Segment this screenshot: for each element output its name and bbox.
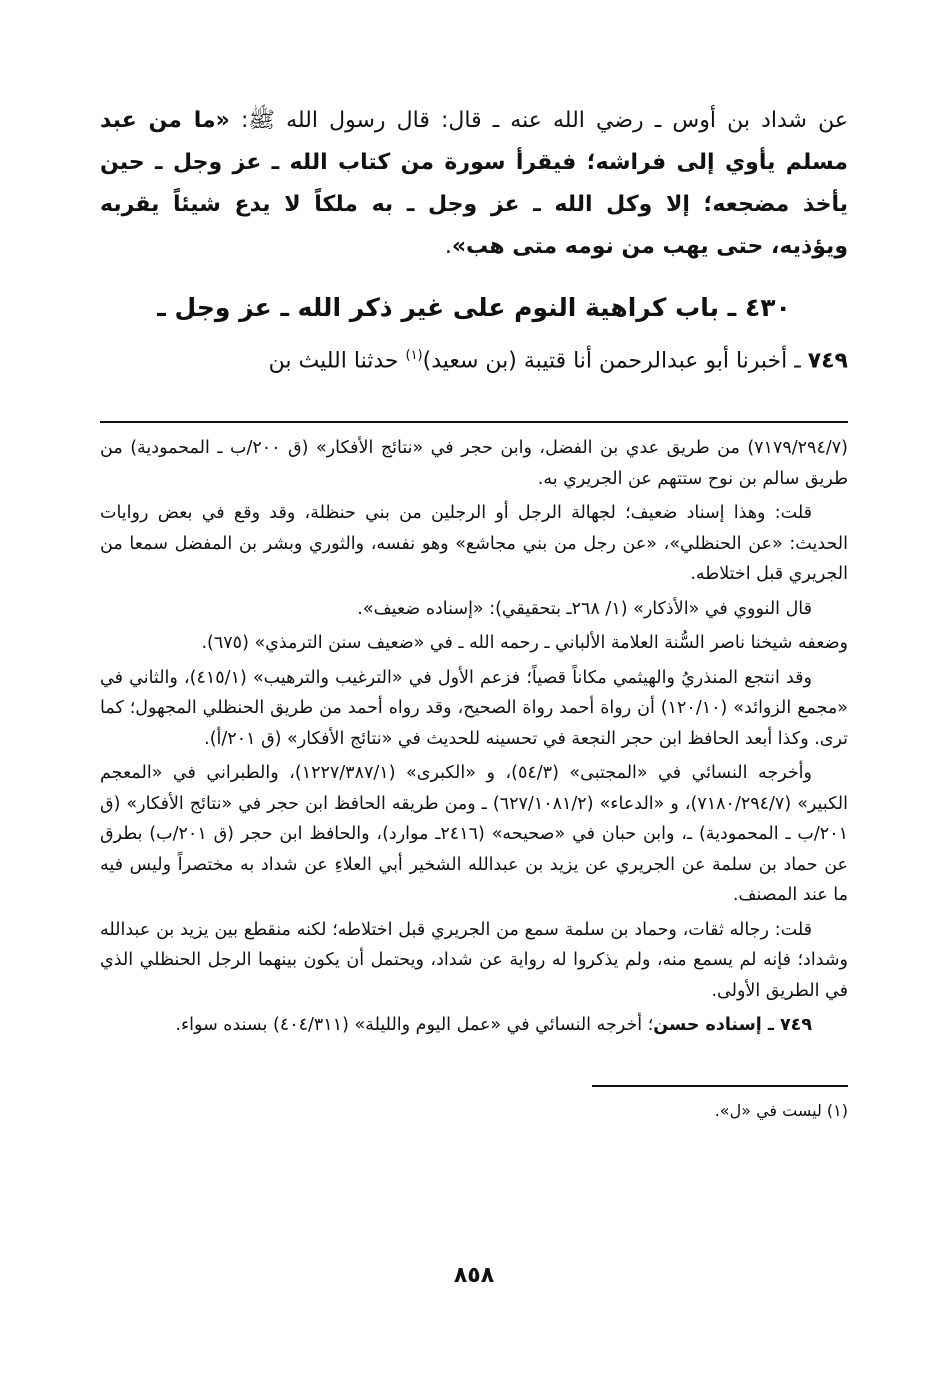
notes-divider [100,421,848,423]
footnote-number: (١) [826,1100,848,1120]
footnote [100,1097,848,1125]
note-paragraph: وأخرجه النسائي في «المجتبى» (٥٤/٣)، و «الكبرى» (١٢٢٧/٣٨٧/١)، والطبراني في «المعجم الكبير» (٧١٨٠/٢٩٤/٧)، و «الدعاء» (٦٢٧/١٠٨١/٢) ـ ومن طريقه الحافظ ابن حجر في «نتائج الأفكار» (ق ٢٠١/ب ـ المحمودية) ـ، وابن حبان في «صحيحه» (٢٤١٦ـ موارد)، والحافظ ابن حجر (ق ٢٠١/ب) بطرق عن حماد بن سلمة عن الجريري عن يزيد بن عبدالله الشخير أبي العلاءِ عن شداد به مختصراً وليس فيه ما عند المصنف. [100,763,848,906]
footnote-ref[interactable]: (١) [405,348,423,363]
previous-hadith [100,100,848,268]
chapter-title: ٤٣٠ ـ باب كراهية النوم على غير ذكر الله ـ عز وجل ـ [157,293,791,322]
hadith-end: . [444,234,452,259]
footnote-divider [592,1085,848,1087]
note-grade: ـ إسناده حسن [653,1015,780,1036]
note-paragraph: وقد انتجع المنذريُ والهيثمي مكاناً قصياً؛ فزعم الأول في «الترغيب والترهيب» (٤١٥/١)، والثاني في «مجمع الزوائد» (١٢٠/١٠) أن رواة أحمد رواة الصحيح، وقد رواه أحمد من طريق الحنظلي المجهول؛ كما ترى. وكذا أبعد الحافظ ابن حجر النجعة في تحسينه للحديث في «نتائج الأفكار» (ق ٢٠١/أ). [100,667,848,749]
note-paragraph: (٧١٧٩/٢٩٤/٧) من طريق عدي بن الفضل، وابن حجر في «نتائج الأفكار» (ق ٢٠٠/ب ـ المحمودية) من طريق سالم بن نوح ستتهم عن الجريري به. [100,438,848,489]
hadith-intro: عن شداد بن أوس ـ رضي الله عنه ـ قال: قال رسول الله ﷺ: [229,108,848,133]
hadith-matn: «ما من عبد مسلم يأوي إلى فراشه؛ فيقرأ سورة من كتاب الله ـ عز وجل ـ حين يأخذ مضجعه؛ إلا وكل الله ـ عز وجل ـ به ملكاً لا يدع شيئاً يقربه ويؤذيه، حتى يهب من نومه متى هب» [100,108,848,259]
page-number: ٨٥٨ [453,1263,495,1288]
hadith-number: ٧٤٩ [807,348,848,374]
note-hadith-749 [100,1010,848,1041]
note-paragraph: وضعفه شيخنا ناصر السُّنة العلامة الألباني ـ رحمه الله ـ في «ضعيف سنن الترمذي» (٦٧٥). [201,633,848,654]
note-hadith-number: ٧٤٩ [779,1015,812,1036]
page-body [100,100,848,1125]
commentary [100,433,848,1041]
note-paragraph: قلت: وهذا إسناد ضعيف؛ لجهالة الرجل أو الرجلين من بني حنظلة، وقد وقع في بعض روايات الحديث: «عن الحنظلي»، «عن رجل من بني مجاشع» وهو نفسه، والثوري وبشر بن المفضل سمعا من الجريري قبل اختلاطه. [100,503,848,585]
footnote-text: ليست في «ل». [714,1100,827,1120]
note-text: ؛ أخرجه النسائي في «عمل اليوم والليلة» (٤٠٤/٣١١) بسنده سواء. [175,1015,654,1036]
hadith-749 [100,336,848,381]
note-paragraph: قلت: رجاله ثقات، وحماد بن سلمة سمع من الجريري قبل اختلاطه؛ لكنه منقطع بين يزيد بن عبدالله وشداد؛ فإنه لم يسمع منه، ولم يذكروا له رواية عن شداد، ويحتمل أن يكون بينهما الرجل الحنظلي الذي في الطريق الأولى. [100,919,848,1001]
note-paragraph: قال النووي في «الأذكار» (١/ ٢٦٨ـ بتحقيقي): «إسناده ضعيف». [357,598,812,619]
hadith-text-b: حدثنا الليث بن [268,348,406,374]
hadith-text-a: ـ أخبرنا أبو عبدالرحمن أنا قتيبة (بن سعيد) [422,348,808,374]
